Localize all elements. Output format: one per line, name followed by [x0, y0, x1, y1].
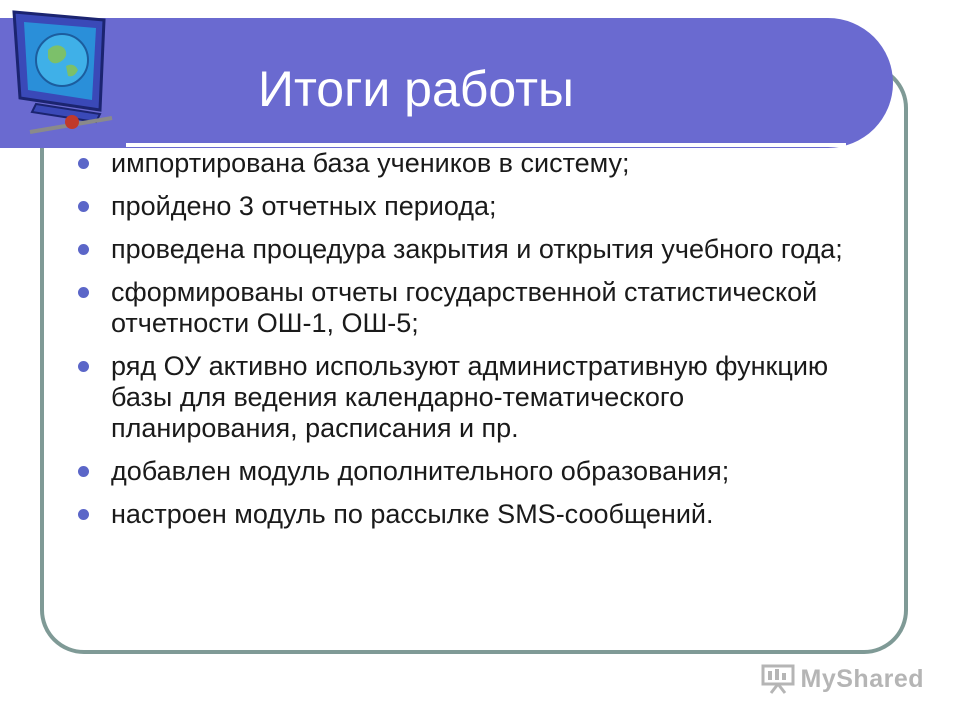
bullet-list — [78, 148, 878, 542]
list-item — [78, 351, 878, 444]
list-item-text: сформированы отчеты государственной статистической отчетности ОШ-1, ОШ-5; — [111, 277, 818, 338]
watermark-text: MyShared — [800, 664, 924, 693]
computer-monitor-globe-icon — [0, 0, 140, 140]
list-item-text: пройдено 3 отчетных периода; — [111, 191, 497, 221]
bullet-icon — [78, 361, 89, 372]
bullet-icon — [78, 466, 89, 477]
bullet-icon — [78, 509, 89, 520]
list-item-text: настроен модуль по рассылке SMS-сообщений. — [111, 499, 714, 529]
watermark — [761, 664, 924, 694]
presentation-board-icon — [761, 664, 795, 694]
list-item — [78, 148, 878, 179]
bullet-icon — [78, 244, 89, 255]
slide-title: Итоги работы — [258, 61, 574, 117]
list-item — [78, 456, 878, 487]
bullet-icon — [78, 287, 89, 298]
bullet-icon — [78, 158, 89, 169]
list-item-text: добавлен модуль дополнительного образования; — [111, 456, 730, 486]
list-item — [78, 191, 878, 222]
list-item — [78, 499, 878, 530]
list-item-text: импортирована база учеников в систему; — [111, 148, 630, 178]
title-underline — [126, 143, 846, 147]
list-item — [78, 234, 878, 265]
list-item — [78, 277, 878, 339]
bullet-icon — [78, 201, 89, 212]
list-item-text: ряд ОУ активно используют административную функцию базы для ведения календарно-тематического планирования, расписания и пр. — [111, 351, 829, 443]
list-item-text: проведена процедура закрытия и открытия учебного года; — [111, 234, 843, 264]
